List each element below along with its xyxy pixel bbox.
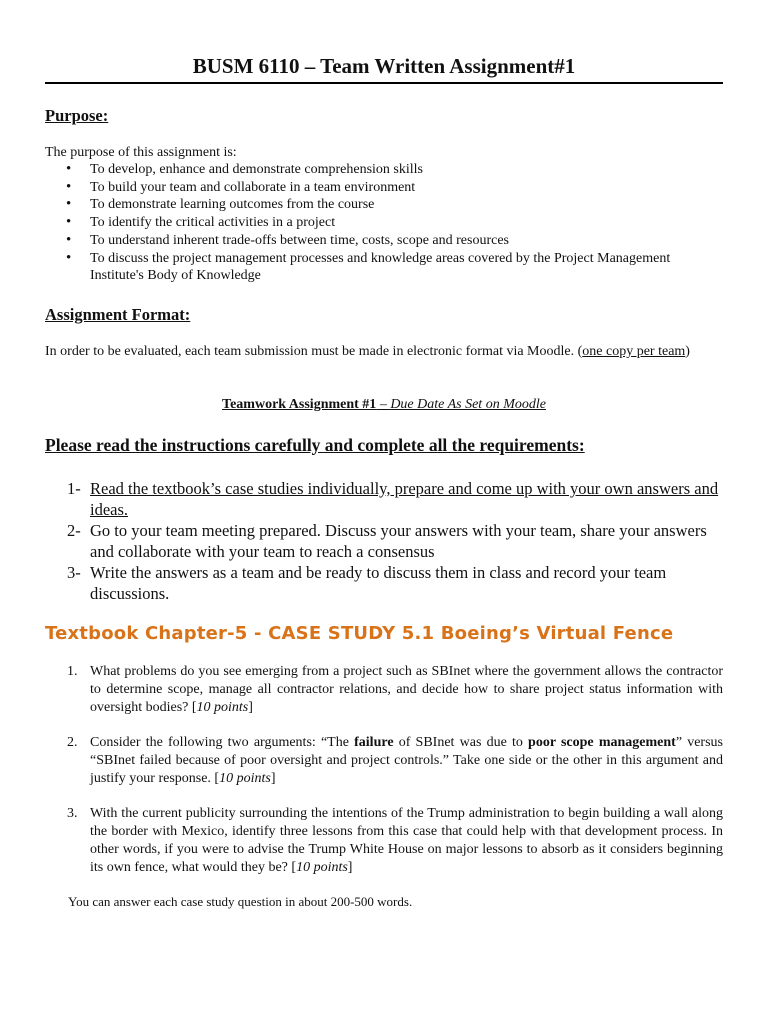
list-item: • To identify the critical activities in a project <box>45 214 723 232</box>
list-item <box>45 562 723 604</box>
purpose-list <box>45 161 723 285</box>
list-item <box>45 520 723 562</box>
question-points: 10 points <box>196 700 249 715</box>
list-item <box>45 734 723 788</box>
question-close: ] <box>347 860 353 875</box>
list-item: • To understand inherent trade-offs between time, costs, scope and resources <box>45 232 723 250</box>
word-count-note: You can answer each case study question in about 200-500 words. <box>68 894 413 909</box>
instruction-steps <box>45 478 723 604</box>
title-rule <box>45 82 723 84</box>
assignment-label: Teamwork Assignment #1 <box>222 397 377 412</box>
list-item: • To build your team and collaborate in a team environment <box>45 179 723 197</box>
question-text: ” versus “SBInet failed because of poor oversight and project controls.” Take one side or the other in this argument and justify your response. [ <box>90 735 723 786</box>
instructions-heading: Please read the instructions carefully and complete all the requirements: <box>45 435 585 455</box>
step-text: Go to your team meeting prepared. Discuss your answers with your team, share your answers and collaborate with your team to reach a consensus <box>90 521 707 561</box>
format-text: In order to be evaluated, each team submission must be made in electronic format via Moodle. ( <box>45 344 583 359</box>
list-item <box>45 805 723 877</box>
question-close: ] <box>248 700 253 715</box>
list-item: • To demonstrate learning outcomes from the course <box>45 196 723 214</box>
question-number: 1. <box>67 664 78 679</box>
step-number: 2- <box>67 521 81 540</box>
case-questions <box>45 663 723 894</box>
step-text: Write the answers as a team and be ready to discuss them in class and record your team discussions. <box>90 563 667 603</box>
list-item <box>45 663 723 717</box>
format-paragraph <box>45 343 705 361</box>
list-item: • To discuss the project management processes and knowledge areas covered by the Project Management Institute's Body of Knowledge <box>45 250 723 285</box>
format-underlined-text: one copy per team <box>582 344 686 359</box>
list-item <box>45 478 723 520</box>
purpose-heading: Purpose: <box>45 106 109 125</box>
step-number: 1- <box>67 479 81 498</box>
step-number: 3- <box>67 563 81 582</box>
question-bold-text: failure <box>354 735 394 750</box>
question-text: of SBInet was due to <box>393 735 529 750</box>
assignment-dash: – <box>376 397 391 412</box>
assignment-due-line <box>45 397 723 413</box>
question-text: Consider the following two arguments: “The <box>90 735 355 750</box>
question-text: What problems do you see emerging from a project such as SBInet where the government allows the contractor to determine scope, manage all contractor relations, and decide how to share project status information with oversight bodies? [ <box>90 664 723 715</box>
format-heading: Assignment Format: <box>45 305 191 324</box>
list-item: • To develop, enhance and demonstrate comprehension skills <box>45 161 723 179</box>
question-text: With the current publicity surrounding the intentions of the Trump administration to begin building a wall along the border with Mexico, identify three lessons from this case that could help with that development process. In other words, if you were to advise the Trump White House on major lessons to absorb as it considers beginning its own fence, what would they be? [ <box>90 806 723 875</box>
format-text-close: ) <box>685 344 690 359</box>
question-points: 10 points <box>219 771 271 786</box>
question-number: 3. <box>67 806 78 821</box>
due-date: Due Date As Set on Moodle <box>390 397 546 412</box>
purpose-intro: The purpose of this assignment is: <box>45 145 237 160</box>
question-number: 2. <box>67 735 78 750</box>
document-title: BUSM 6110 – Team Written Assignment#1 <box>192 54 576 78</box>
question-close: ] <box>270 771 276 786</box>
case-study-heading: Textbook Chapter-5 - CASE STUDY 5.1 Boeing’s Virtual Fence <box>45 623 674 644</box>
question-bold-text: poor scope management <box>528 735 676 750</box>
question-points: 10 points <box>296 860 348 875</box>
step-text: Read the textbook’s case studies individually, prepare and come up with your own answers and ideas. <box>90 479 719 519</box>
